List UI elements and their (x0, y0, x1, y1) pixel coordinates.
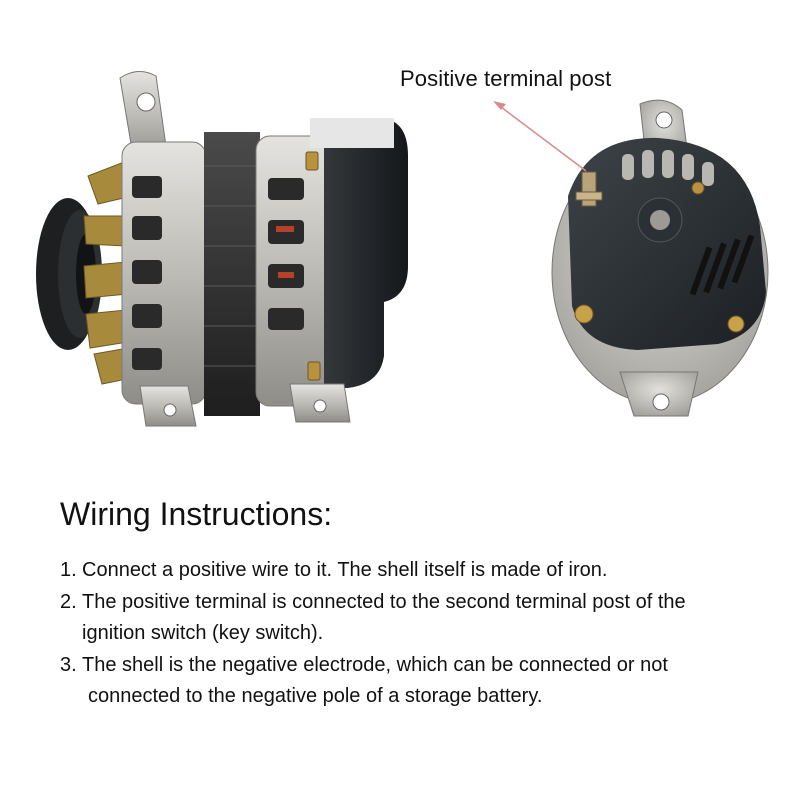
instructions-list (60, 555, 760, 713)
instruction-step-3 (60, 650, 760, 713)
step-number: 3. (60, 653, 77, 676)
instructions-heading: Wiring Instructions: (60, 496, 333, 532)
callout-label: Positive terminal post (400, 66, 612, 91)
step-number: 1. (60, 559, 77, 581)
alternator-side-view-image (28, 66, 423, 434)
instruction-step-2 (60, 587, 760, 650)
alternator-rear-view-image (548, 96, 778, 428)
instruction-step-1 (60, 555, 760, 587)
step-number: 2. (60, 590, 77, 613)
step-text-line: connected to the negative pole of a storage battery. (88, 685, 543, 707)
step-text-line: The shell is the negative electrode, which can be connected or not (82, 653, 668, 676)
step-text-line: Connect a positive wire to it. The shell itself is made of iron. (82, 559, 608, 581)
step-text-line: ignition switch (key switch). (82, 622, 324, 644)
step-text-line: The positive terminal is connected to the second terminal post of the (82, 590, 686, 613)
